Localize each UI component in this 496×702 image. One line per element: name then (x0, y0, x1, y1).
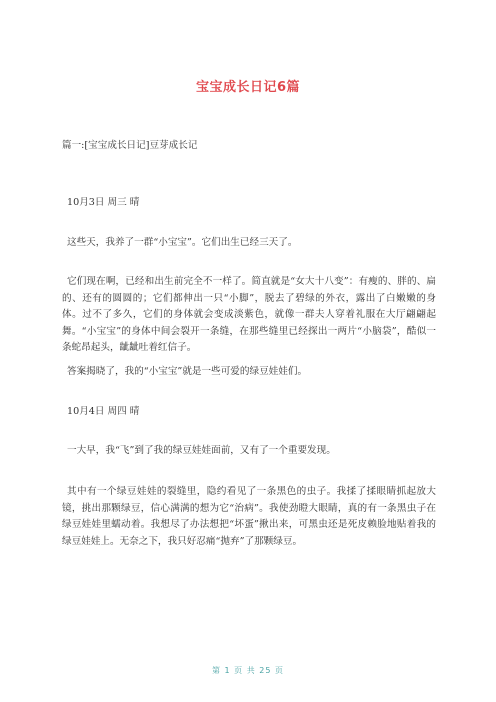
page-number: 第 1 页 共 25 页 (212, 666, 284, 675)
paragraph (62, 235, 436, 252)
entry-date (62, 404, 436, 421)
entry2-paragraph-2: 其中有一个绿豆娃娃的裂缝里，隐约看见了一条黑色的虫子。我揉了揉眼睛抓起放大镜，挑出那颗绿豆，信心满满的想为它“治病”。我使劲瞪大眼睛，真的有一条黑虫子在绿豆娃娃里蠕动着。我想尽了办法想把“坏蛋”揪出来，可黑虫还是死皮赖脸地贴着我的绿豆娃娃上。无奈之下，我只好忍痛“抛弃”了那颗绿豆。 (62, 486, 436, 547)
entry-date (62, 195, 436, 212)
document-title: 宝宝成长日记6篇 (195, 80, 301, 95)
entry1-paragraph-2: 它们现在啊，已经和出生前完全不一样了。简直就是“女大十八变”：有瘦的、胖的、扁的、还有的圆圆的；它们都伸出一只“小脚”，脱去了碧绿的外衣，露出了白嫩嫩的身体。过不了多久，它们的身体就会变成淡紫色，就像一群夫人穿着礼服在大厅翩翩起舞。“小宝宝”的身体中间会裂开一条缝，在那些缝里已经探出一两片“小脑袋”，酷似一条蛇昂起头，龇龇吐着红信子。 (62, 276, 436, 353)
paragraph (62, 274, 436, 357)
entry2-date: 10月4日 周四 晴 (67, 406, 140, 417)
paragraph (62, 364, 436, 381)
entry1-date: 10月3日 周三 晴 (67, 197, 140, 208)
entry2-paragraph-1: 一大早，我“飞”到了我的绿豆娃娃面前，又有了一个重要发现。 (67, 445, 336, 456)
entry1-paragraph-3: 答案揭晓了，我的“小宝宝”就是一些可爱的绿豆娃娃们。 (67, 366, 308, 377)
entry1-paragraph-1: 这些天，我养了一群“小宝宝”。它们出生已经三天了。 (67, 237, 298, 248)
paragraph (62, 484, 436, 550)
section-heading-block (62, 138, 436, 155)
paragraph (62, 443, 436, 460)
section-heading: 篇一:[宝宝成长日记]豆芽成长记 (62, 140, 198, 151)
